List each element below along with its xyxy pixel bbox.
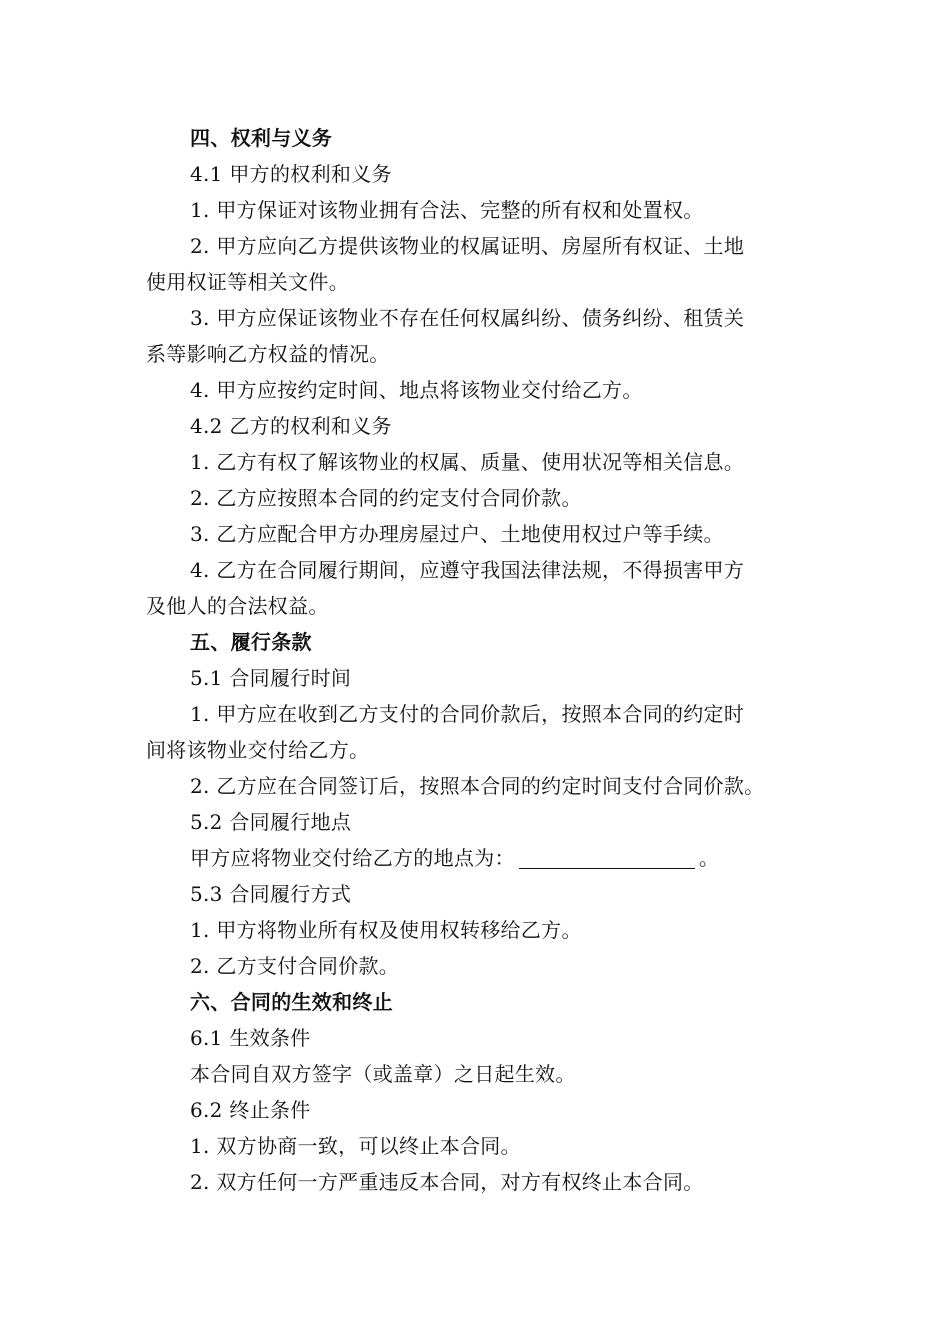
paragraph-line: 系等影响乙方权益的情况。 <box>146 342 390 366</box>
paragraph-line: 2. 乙方应在合同签订后，按照本合同的约定时间支付合同价款。 <box>190 774 765 798</box>
paragraph-line: 使用权证等相关文件。 <box>146 270 349 294</box>
paragraph-line: 6.1 生效条件 <box>190 1026 311 1050</box>
paragraph-line: 1. 甲方应在收到乙方支付的合同价款后，按照本合同的约定时 <box>190 702 745 726</box>
paragraph-line: 6.2 终止条件 <box>190 1098 311 1122</box>
blank-underline <box>519 844 695 869</box>
fill-in-label: 甲方应将物业交付给乙方的地点为： <box>190 846 515 870</box>
document-body <box>146 120 816 1200</box>
paragraph-line: 间将该物业交付给乙方。 <box>146 738 370 762</box>
paragraph-line: 2. 双方任何一方严重违反本合同，对方有权终止本合同。 <box>190 1170 704 1194</box>
section-heading: 四、权利与义务 <box>190 126 333 150</box>
paragraph-line: 2. 乙方应按照本合同的约定支付合同价款。 <box>190 486 582 510</box>
paragraph-line: 4.2 乙方的权利和义务 <box>190 414 392 438</box>
paragraph-line: 5.1 合同履行时间 <box>190 666 352 690</box>
paragraph-line: 1. 甲方保证对该物业拥有合法、完整的所有权和处置权。 <box>190 198 704 222</box>
paragraph-line: 1. 乙方有权了解该物业的权属、质量、使用状况等相关信息。 <box>190 450 745 474</box>
paragraph-line: 1. 双方协商一致，可以终止本合同。 <box>190 1134 521 1158</box>
paragraph-line: 4. 甲方应按约定时间、地点将该物业交付给乙方。 <box>190 378 643 402</box>
fill-in-line <box>146 840 816 876</box>
paragraph-line: 2. 乙方支付合同价款。 <box>190 954 400 978</box>
paragraph-line: 3. 乙方应配合甲方办理房屋过户、土地使用权过户等手续。 <box>190 522 724 546</box>
paragraph-line: 4. 乙方在合同履行期间，应遵守我国法律法规，不得损害甲方 <box>190 558 745 582</box>
paragraph-line: 5.3 合同履行方式 <box>190 882 352 906</box>
paragraph-line: 5.2 合同履行地点 <box>190 810 352 834</box>
paragraph-line: 2. 甲方应向乙方提供该物业的权属证明、房屋所有权证、土地 <box>190 234 745 258</box>
section-heading: 五、履行条款 <box>190 630 312 654</box>
paragraph-line: 3. 甲方应保证该物业不存在任何权属纠纷、债务纠纷、租赁关 <box>190 306 745 330</box>
paragraph-line: 及他人的合法权益。 <box>146 594 329 618</box>
paragraph-line: 4.1 甲方的权利和义务 <box>190 162 392 186</box>
fill-in-suffix: 。 <box>698 846 720 870</box>
paragraph-line: 1. 甲方将物业所有权及使用权转移给乙方。 <box>190 918 582 942</box>
paragraph-line: 本合同自双方签字（或盖章）之日起生效。 <box>190 1062 576 1086</box>
section-heading: 六、合同的生效和终止 <box>190 990 393 1014</box>
